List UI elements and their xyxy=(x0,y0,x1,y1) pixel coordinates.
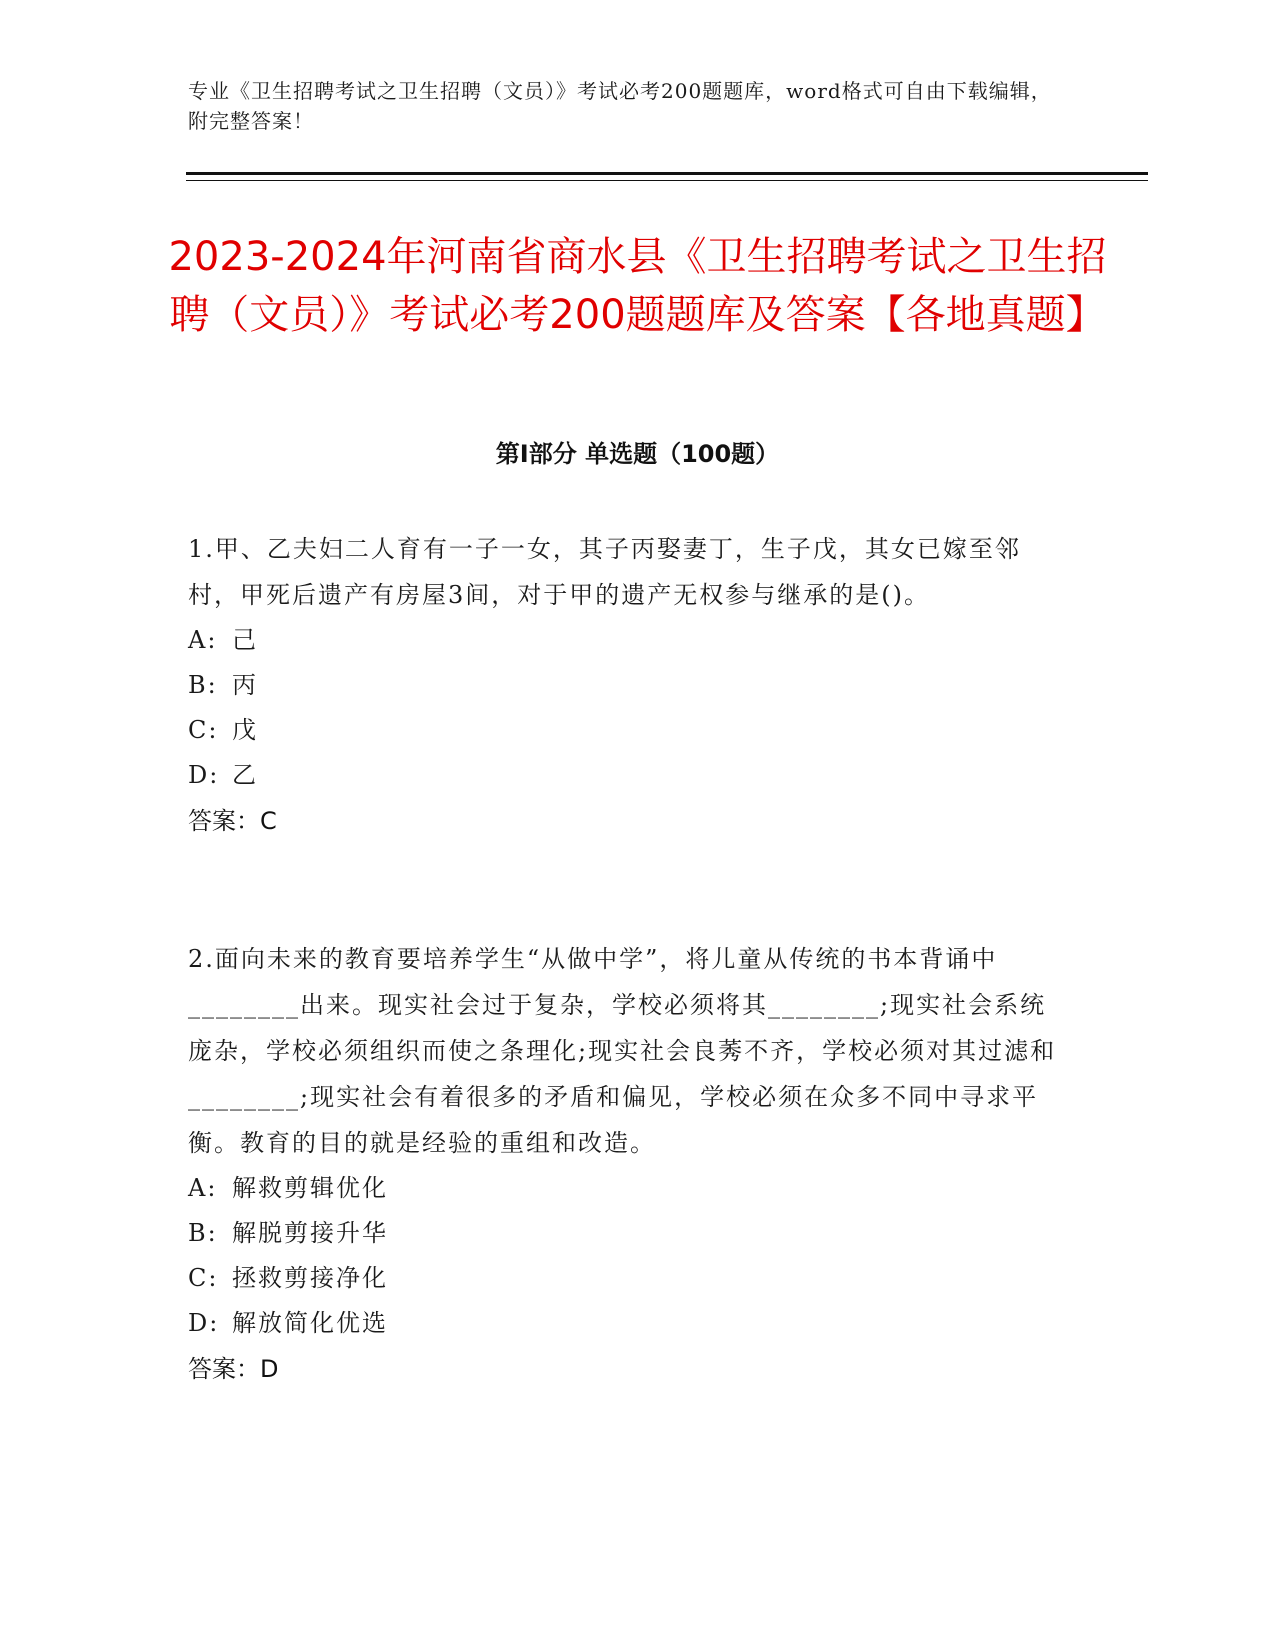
question-1 xyxy=(188,526,1068,844)
question-stem: 1.甲、乙夫妇二人育有一子一女，其子丙娶妻丁，生子戊，其女已嫁至邻村，甲死后遗产有房屋3间，对于甲的遗产无权参与继承的是()。 xyxy=(188,535,1021,609)
option-text: 解放简化优选 xyxy=(232,1309,388,1337)
option-letter: B: xyxy=(188,671,218,699)
header-divider-thin xyxy=(186,180,1148,181)
section-heading: 第Ⅰ部分 单选题（100题） xyxy=(495,440,780,468)
question-stem: 2.面向未来的教育要培养学生“从做中学”，将儿童从传统的书本背诵中________出来。现实社会过于复杂，学校必须将其________;现实社会系统庞杂，学校必须组织而使之条理化;现实社会良莠不齐，学校必须对其过滤和________;现实社会有着很多的矛盾和偏见，学校必须在众多不同中寻求平衡。教育的目的就是经验的重组和改造。 xyxy=(188,945,1057,1157)
option-b xyxy=(188,663,1068,708)
option-a xyxy=(188,618,1068,663)
option-letter: C: xyxy=(188,1264,219,1292)
option-letter: D: xyxy=(188,761,220,789)
option-b xyxy=(188,1211,1068,1256)
document-title: 2023-2024年河南省商水县《卫生招聘考试之卫生招聘（文员）》考试必考200题题库及答案【各地真题】 xyxy=(168,234,1107,338)
option-c xyxy=(188,708,1068,753)
option-text: 乙 xyxy=(232,761,258,789)
option-text: 解救剪辑优化 xyxy=(232,1174,388,1202)
option-letter: B: xyxy=(188,1219,218,1247)
option-d xyxy=(188,1301,1068,1346)
option-letter: A: xyxy=(188,1174,218,1202)
option-text: 丙 xyxy=(232,671,258,699)
option-letter: D: xyxy=(188,1309,220,1337)
option-a xyxy=(188,1166,1068,1211)
option-text: 己 xyxy=(232,626,258,654)
header-note: 专业《卫生招聘考试之卫生招聘（文员）》考试必考200题题库，word格式可自由下载编辑，附完整答案！ xyxy=(188,79,1052,133)
option-letter: A: xyxy=(188,626,218,654)
option-text: 拯救剪接净化 xyxy=(232,1264,388,1292)
answer-key: 答案：D xyxy=(188,1355,279,1383)
question-2 xyxy=(188,936,1068,1392)
option-text: 解脱剪接升华 xyxy=(232,1219,388,1247)
option-c xyxy=(188,1256,1068,1301)
option-text: 戊 xyxy=(232,716,258,744)
option-letter: C: xyxy=(188,716,219,744)
answer-key: 答案：C xyxy=(188,807,277,835)
option-d xyxy=(188,753,1068,798)
header-divider-thick xyxy=(186,172,1148,175)
